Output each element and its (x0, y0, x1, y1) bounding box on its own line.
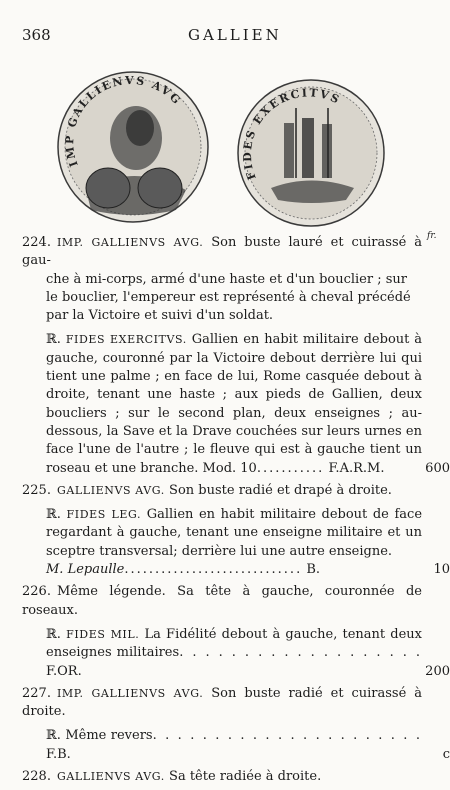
entry-227-obverse (22, 685, 422, 722)
entry-225-obverse (22, 482, 422, 500)
metal-code: B. (306, 562, 321, 578)
entry-number: 227. (22, 685, 51, 701)
entry-text: Gallien en habit militaire debout à gauche, couronné par la Victoire debout derrière lui qui tient une palme ; en face de lui, Rome casquée debout à droite, tenant une haste ; aux pieds de Gallien, deux boucliers ; sur le second plan, deux enseignes ; au-dessous, la Save et la Drave couchées sur leurs urnes en face l'une de l'autre ; le fleuve qui est à gauche tient un roseau et une branche. Mod. 10 (46, 332, 422, 476)
leader-dots: . . . . . . . . . . . . . . . . . . . . . . (152, 728, 422, 744)
entry-224-reverse (22, 331, 450, 477)
entry-legend: GALLIENVS AVG. (56, 770, 165, 784)
entry-text-line: Son buste lauré et cuirassé à gau- (22, 235, 423, 269)
entry-text: Son buste radié et cuirassé à droite. (22, 685, 422, 720)
coin-obverse-image (56, 70, 211, 225)
leader-dots: ........... (256, 460, 325, 476)
reverse-mark: ℝ. (46, 626, 61, 642)
entry-legend: FIDES MIL. (66, 627, 140, 641)
entry-228-obverse (22, 768, 422, 786)
metal-code: F.A.R.M. (328, 460, 385, 476)
metal-code: F.B. (46, 746, 71, 762)
entry-text-line: le bouclier, l'empereur est représenté à cheval précédé (46, 289, 411, 305)
coin-reverse-image (236, 78, 386, 228)
price: 200 (425, 663, 450, 679)
reverse-mark: ℝ. (46, 728, 61, 744)
entry-text-line: che à mi-corps, armé d'une haste et d'un bouclier ; sur (46, 271, 407, 287)
entry-226-reverse (22, 626, 450, 681)
entry-text: La Fidélité debout à gauche, tenant deux enseignes militaires (46, 626, 422, 661)
entry-text: Même revers (65, 728, 153, 744)
entry-text: Gallien en habit militaire debout de face regardant à gauche, tenant une enseigne militaire et un sceptre transversal; derrière lui une autre enseigne. (46, 507, 423, 559)
entry-text: Même légende. Sa tête à gauche, couronnée de roseaux. (22, 584, 422, 618)
entry-text: Sa tête radiée à droite. (169, 769, 322, 785)
metal-code: F.OR. (46, 663, 82, 679)
leader-dots: . . . . . . . . . . . . . . . . . . . (179, 645, 422, 661)
reverse-mark: ℝ. (46, 507, 61, 523)
entry-text: Son buste radié et drapé à droite. (169, 482, 392, 498)
fr-note: fr. (427, 231, 437, 241)
price: 10 (433, 562, 450, 578)
entry-226-obverse (22, 583, 422, 620)
reverse-mark: ℝ. (46, 332, 61, 348)
entry-legend: IMP. GALLIENVS AVG. (56, 236, 204, 249)
price: c (442, 746, 450, 762)
entry-number: 224. (22, 235, 51, 250)
entry-legend: FIDES LEG. (66, 508, 142, 522)
reverse-legend: FIDES EXERCITVS (240, 86, 343, 182)
page-number: 368 (22, 26, 51, 44)
entry-224-obverse (22, 234, 422, 325)
entry-legend: GALLIENVS AVG. (56, 483, 165, 497)
leader-dots: ............................. (124, 562, 303, 578)
entry-number: 228. (22, 769, 51, 785)
entry-number: 226. (22, 584, 51, 600)
entry-225-reverse (22, 506, 450, 579)
collection-name: M. Lepaulle (46, 562, 125, 578)
entry-227-reverse (22, 727, 450, 764)
entry-text-line: par la Victoire et suivi d'un soldat. (46, 308, 274, 324)
price: 600 (425, 460, 450, 476)
obverse-legend: IMP GALLIENVS AVG (63, 73, 185, 169)
entry-number: 225. (22, 482, 51, 498)
entry-legend: FIDES EXERCITVS. (65, 333, 187, 347)
running-title: GALLIEN (188, 26, 282, 44)
entry-legend: IMP. GALLIENVS AVG. (56, 686, 204, 700)
